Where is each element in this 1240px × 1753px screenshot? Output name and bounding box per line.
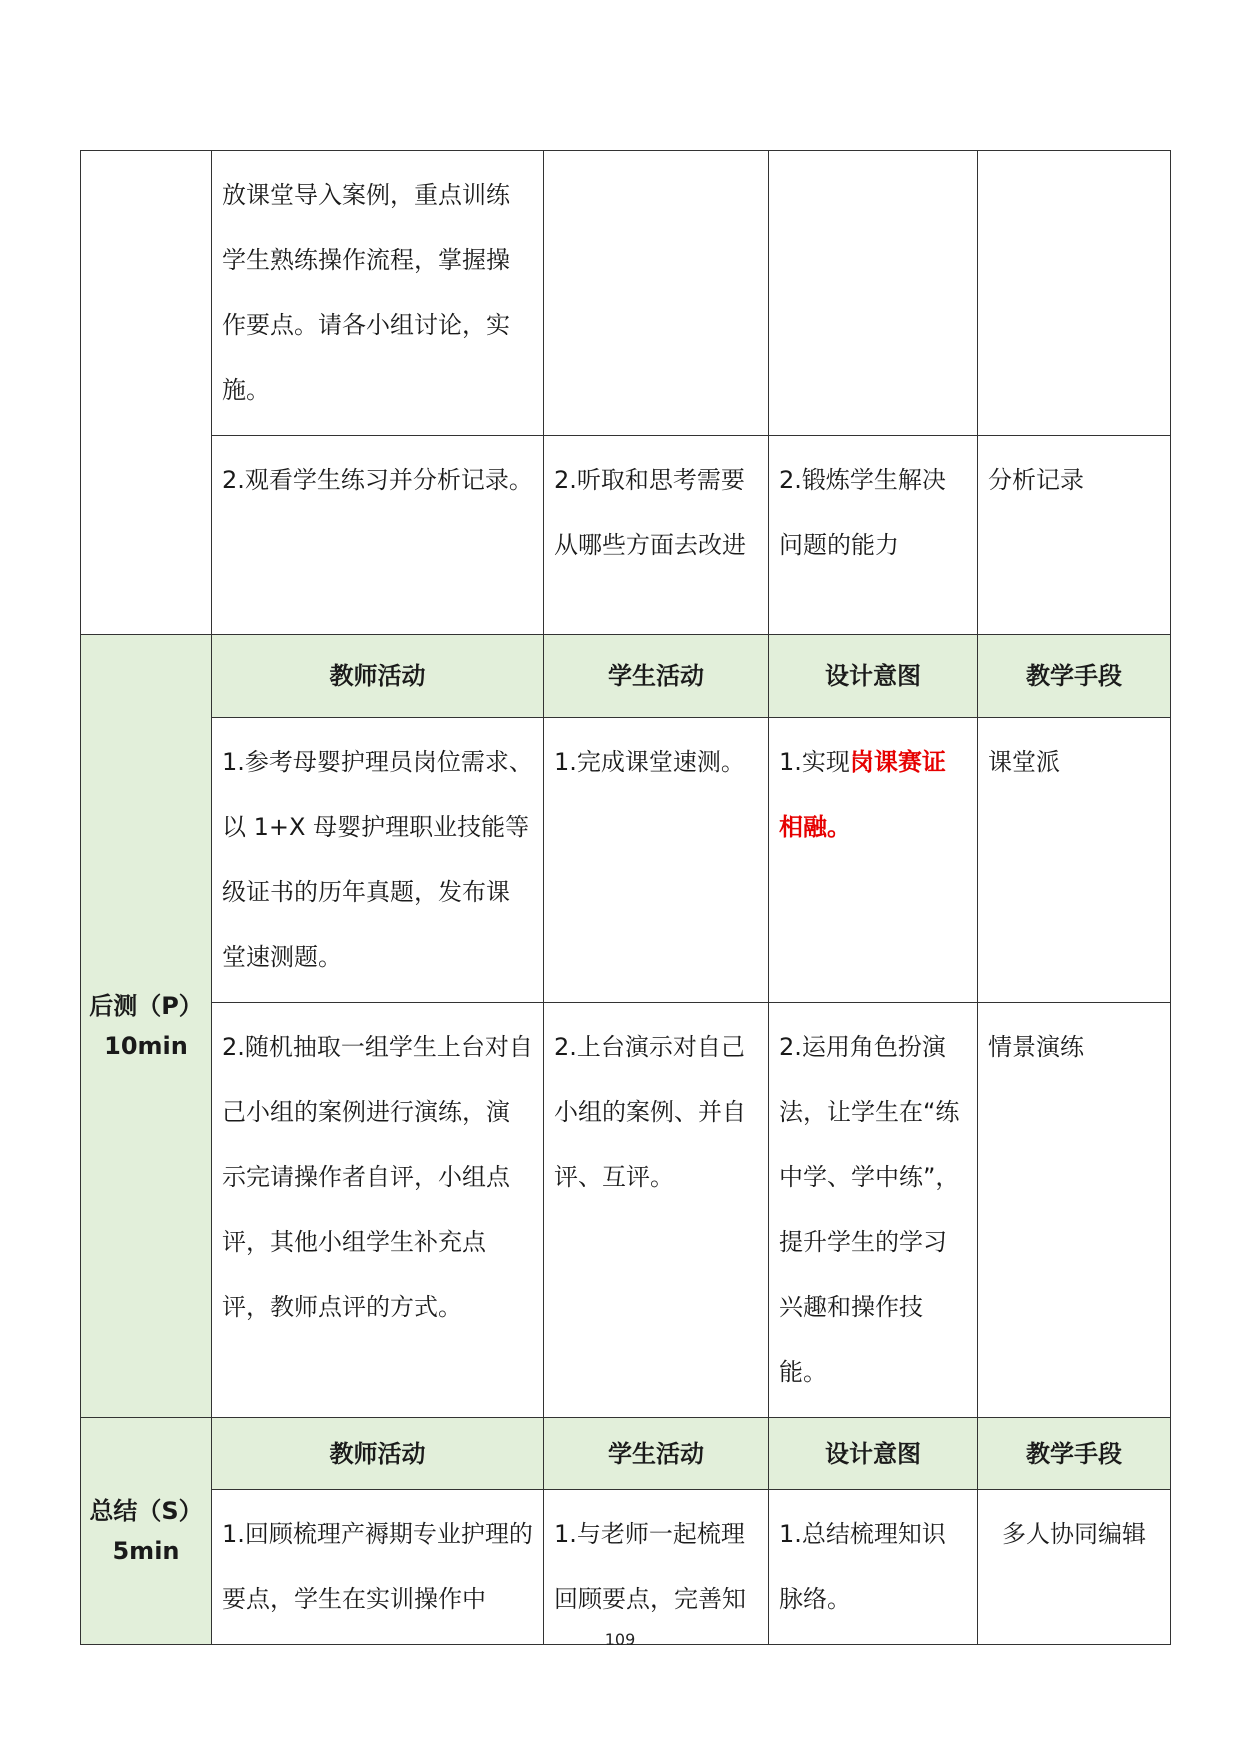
table-row: [81, 1003, 1171, 1418]
stage-duration: 10min: [104, 1032, 188, 1060]
header-design-intent: 设计意图: [769, 1418, 978, 1490]
teaching-means-cell: 课堂派: [978, 718, 1171, 1003]
stage-label: 总结（S）: [89, 1497, 203, 1525]
teacher-activity-cell: 1.回顾梳理产褥期专业护理的要点，学生在实训操作中: [212, 1490, 544, 1645]
stage-label: 后测（P）: [89, 992, 203, 1020]
design-intent-cell: [769, 718, 978, 1003]
design-intent-cell: 2.运用角色扮演法，让学生在“练中学、学中练”，提升学生的学习兴趣和操作技能。: [769, 1003, 978, 1418]
header-teaching-means: 教学手段: [978, 635, 1171, 718]
teaching-means-cell: 情景演练: [978, 1003, 1171, 1418]
teacher-activity-cell: 1.参考母婴护理员岗位需求、以 1+X 母婴护理职业技能等级证书的历年真题，发布课堂速测题。: [212, 718, 544, 1003]
table-header-row: [81, 1418, 1171, 1490]
student-activity-cell: 2.听取和思考需要从哪些方面去改进: [544, 436, 769, 635]
lesson-plan-table: [80, 150, 1171, 1645]
header-teacher-activity: 教师活动: [212, 1418, 544, 1490]
student-activity-cell: 2.上台演示对自己小组的案例、并自评、互评。: [544, 1003, 769, 1418]
stage-cell-empty: [81, 151, 212, 635]
design-intent-cell: [769, 151, 978, 436]
teacher-activity-cell: 放课堂导入案例，重点训练学生熟练操作流程，掌握操作要点。请各小组讨论，实施。: [212, 151, 544, 436]
design-intent-cell: 2.锻炼学生解决问题的能力: [769, 436, 978, 635]
teaching-means-cell: [978, 151, 1171, 436]
table-row: [81, 1490, 1171, 1645]
design-intent-highlight: 岗课赛证相融。: [779, 748, 946, 841]
teacher-activity-cell: 2.观看学生练习并分析记录。: [212, 436, 544, 635]
student-activity-cell: [544, 151, 769, 436]
stage-cell-posttest: [81, 635, 212, 1418]
stage-cell-summary: [81, 1418, 212, 1645]
table-row: [81, 436, 1171, 635]
table-row: [81, 151, 1171, 436]
student-activity-cell: 1.完成课堂速测。: [544, 718, 769, 1003]
stage-duration: 5min: [112, 1537, 180, 1565]
design-intent-prefix: 1.实现: [779, 748, 850, 776]
teaching-means-cell: 多人协同编辑: [978, 1490, 1171, 1645]
header-teacher-activity: 教师活动: [212, 635, 544, 718]
design-intent-cell: 1.总结梳理知识脉络。: [769, 1490, 978, 1645]
page-number: 109: [604, 1630, 636, 1649]
header-student-activity: 学生活动: [544, 635, 769, 718]
table-row: [81, 718, 1171, 1003]
header-student-activity: 学生活动: [544, 1418, 769, 1490]
teacher-activity-cell: 2.随机抽取一组学生上台对自己小组的案例进行演练，演示完请操作者自评，小组点评，其他小组学生补充点评，教师点评的方式。: [212, 1003, 544, 1418]
teaching-means-cell: 分析记录: [978, 436, 1171, 635]
header-design-intent: 设计意图: [769, 635, 978, 718]
table-header-row: [81, 635, 1171, 718]
student-activity-cell: 1.与老师一起梳理回顾要点，完善知: [544, 1490, 769, 1645]
header-teaching-means: 教学手段: [978, 1418, 1171, 1490]
